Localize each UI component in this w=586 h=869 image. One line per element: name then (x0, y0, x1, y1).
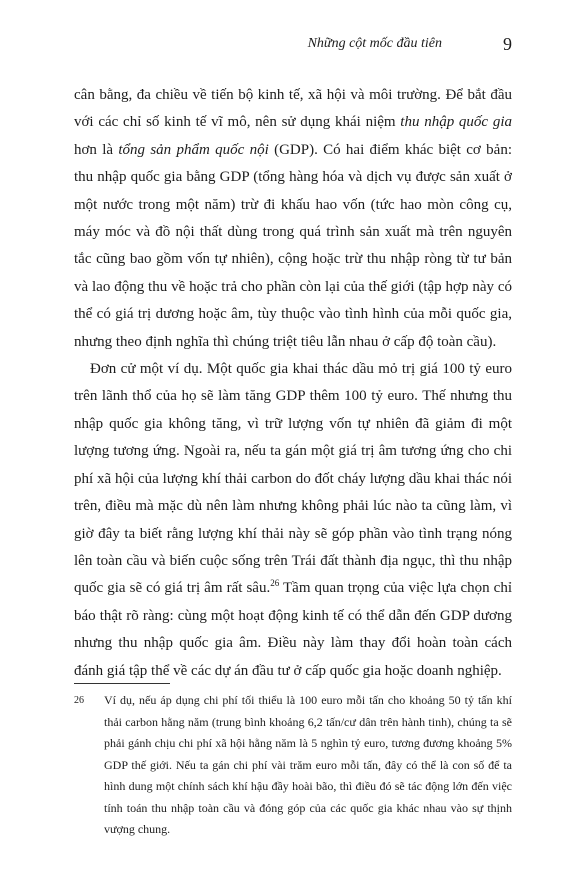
running-header (74, 36, 512, 56)
footnote-number: 26 (74, 695, 84, 706)
footnote-divider (74, 683, 170, 684)
paragraph-1 (74, 82, 512, 356)
paragraph-2-text-a: Đơn cử một ví dụ. Một quốc gia khai thác dầu mỏ trị giá 100 tỷ euro trên lãnh thổ của họ sẽ làm tăng GDP thêm 100 tỷ euro. Thế nhưng thu nhập quốc gia không tăng, vì trữ lượng vốn tự nhiên đã giảm đi một lượng tương ứng. Ngoài ra, nếu ta gán một giá trị âm tương ứng cho chi phí xã hội của lượng khí thải carbon do đốt cháy lượng dầu khai thác nói trên, điều mà mặc dù nên làm nhưng không phải lúc nào ta cũng làm, vì giờ đây ta biết rằng lượng khí thải này sẽ góp phần vào tình trạng nóng lên toàn cầu và biến cuộc sống trên Trái đất thành địa ngục, thì thu nhập quốc gia sẽ có giá trị âm rất sâu. (74, 361, 512, 597)
paragraph-1-text-a: cân bằng, đa chiều về tiến bộ kinh tế, xã hội và môi trường. Để bắt đầu với các chỉ số kinh tế vĩ mô, nên sử dụng khái niệm (74, 87, 512, 131)
paragraph-2 (74, 356, 512, 685)
paragraph-2-text-b: Tầm quan trọng của việc lựa chọn chỉ báo thật rõ ràng: cùng một hoạt động kinh tế có thể dẫn đến GDP dương nhưng thu nhập quốc gia âm. Điều này làm thay đổi hoàn toàn cách đánh giá tập thể về các dự án đầu tư ở cấp quốc gia hoặc doanh nghiệp. (74, 580, 512, 679)
footnote-reference: 26 (270, 578, 280, 589)
term-gdp: tổng sản phẩm quốc nội (118, 141, 269, 158)
paragraph-1-text-c: (GDP). Có hai điểm khác biệt cơ bản: thu nhập quốc gia bằng GDP (tổng hàng hóa và dịch vụ được sản xuất ở một nước trong một năm) trừ đi khấu hao vốn (tức hao mòn công cụ, máy móc và đồ nội thất dùng trong quá trình sản xuất mà trên nguyên tắc cũng bao gồm vốn tự nhiên), cộng hoặc trừ thu nhập ròng từ tư bản và lao động thu về hoặc trả cho phần còn lại của thế giới (tập hợp này có thể có giá trị dương hoặc âm, tùy thuộc vào tình hình của mỗi quốc gia, nhưng theo định nghĩa thì chúng triệt tiêu lẫn nhau ở cấp độ toàn cầu). (74, 141, 512, 350)
term-national-income: thu nhập quốc gia (400, 114, 512, 131)
paragraph-1-text-b: hơn là (74, 141, 119, 158)
chapter-title: Những cột mốc đầu tiên (307, 36, 442, 51)
footnote-text: Ví dụ, nếu áp dụng chi phí tối thiểu là 100 euro mỗi tấn cho khoảng 50 tỷ tấn khí thải carbon hằng năm (trung bình khoảng 6,2 tấn/cư dân trên hành tinh), chúng ta sẽ phải gánh chịu chi phí xã hội hằng năm là 5 nghìn tỷ euro, tương đương khoảng 5% GDP thế giới. Nếu ta gán chi phí vài trăm euro mỗi tấn, đây có thể là con số để ta hình dung một chính sách khí hậu đầy hoài bão, thì điều đó sẽ tác động lớn đến việc tính toán thu nhập toàn cầu và đóng góp của các quốc gia khác nhau vào sự thịnh vượng chung. (104, 693, 512, 836)
page-number: 9 (503, 34, 512, 54)
footnote (74, 690, 512, 841)
body-text (74, 82, 512, 685)
